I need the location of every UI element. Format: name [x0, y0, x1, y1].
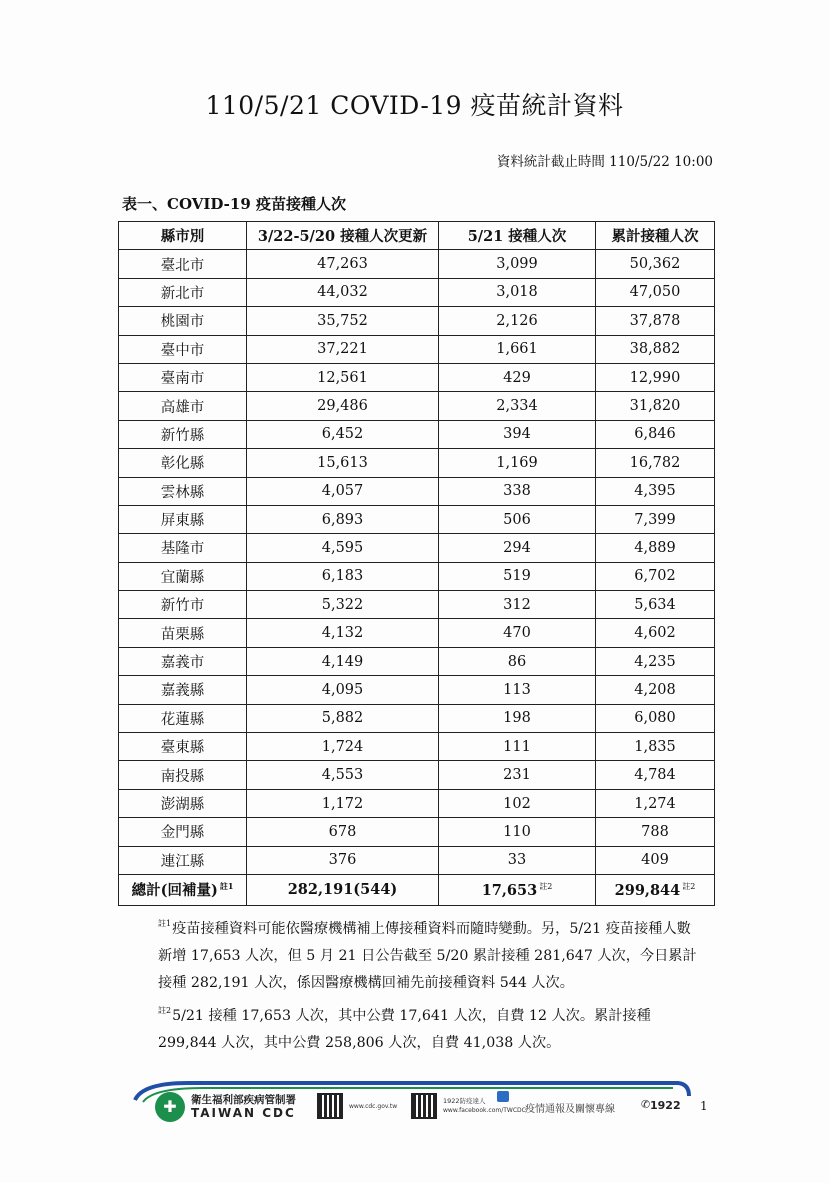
cumulative-count-cell: 6,080: [596, 704, 715, 732]
table-header-row: [119, 222, 715, 250]
data-cutoff-timestamp: 資料統計截止時間 110/5/22 10:00: [496, 154, 713, 170]
daily-count-cell: 86: [439, 647, 596, 675]
updated-count-cell: 678: [247, 818, 439, 846]
cumulative-count-cell: 409: [596, 846, 715, 874]
daily-count-cell: 506: [439, 505, 596, 533]
cumulative-count-cell: 6,846: [596, 420, 715, 448]
county-cell: 澎湖縣: [119, 789, 247, 817]
daily-count-cell: 1,661: [439, 335, 596, 363]
hotline-number: 1922: [650, 1099, 681, 1112]
footnote-1: [158, 910, 703, 997]
table-row: [119, 676, 715, 704]
daily-count-cell: 470: [439, 619, 596, 647]
table-row: [119, 761, 715, 789]
total-row: [119, 874, 715, 905]
daily-count-cell: 1,169: [439, 449, 596, 477]
cumulative-count-cell: 4,208: [596, 676, 715, 704]
footnote-1-text: 疫苗接種資料可能依醫療機構補上傳接種資料而隨時變動。另，5/21 疫苗接種人數新增 17,653 人次，但 5 月 21 日公告截至 5/20 累計接種 281,647 人次，今日累計接種 282,191 人次，係因醫療機構回補先前接種資料 544 人次。: [158, 921, 697, 991]
cumulative-count-cell: 1,274: [596, 789, 715, 817]
facebook-qr-icon: [411, 1093, 437, 1119]
daily-count-cell: 110: [439, 818, 596, 846]
updated-count-cell: 12,561: [247, 363, 439, 391]
updated-count-cell: 35,752: [247, 307, 439, 335]
updated-count-cell: 6,183: [247, 562, 439, 590]
header-county: 縣市別: [119, 222, 247, 250]
updated-count-cell: 1,724: [247, 733, 439, 761]
table-row: [119, 619, 715, 647]
updated-count-cell: 37,221: [247, 335, 439, 363]
county-cell: 嘉義縣: [119, 676, 247, 704]
county-cell: 苗栗縣: [119, 619, 247, 647]
county-cell: 新竹縣: [119, 420, 247, 448]
daily-count-cell: 198: [439, 704, 596, 732]
county-cell: 臺中市: [119, 335, 247, 363]
footnote-2-text: 5/21 接種 17,653 人次，其中公費 17,641 人次，自費 12 人次。累計接種 299,844 人次，其中公費 258,806 人次，自費 41,038 人次。: [158, 1008, 651, 1051]
table-row: [119, 250, 715, 278]
cumulative-count-cell: 4,395: [596, 477, 715, 505]
footnotes: [158, 910, 703, 1057]
county-cell: 嘉義市: [119, 647, 247, 675]
updated-count-cell: 6,452: [247, 420, 439, 448]
facebook-link[interactable]: www.facebook.com/TWCDC: [443, 1107, 526, 1114]
facebook-label: 1922防疫達人: [443, 1097, 486, 1105]
daily-count-cell: 33: [439, 846, 596, 874]
cumulative-count-cell: 1,835: [596, 733, 715, 761]
daily-count-cell: 2,334: [439, 392, 596, 420]
table-caption: 表一、COVID-19 疫苗接種人次: [122, 195, 347, 213]
table-row: [119, 505, 715, 533]
table-row: [119, 420, 715, 448]
county-cell: 臺東縣: [119, 733, 247, 761]
updated-count-cell: 4,095: [247, 676, 439, 704]
page-title: 110/5/21 COVID-19 疫苗統計資料: [205, 91, 624, 120]
total-daily-cell: [439, 874, 596, 905]
total-daily-count: 17,653: [481, 881, 538, 899]
header-daily-count: 5/21 接種人次: [439, 222, 596, 250]
county-cell: 宜蘭縣: [119, 562, 247, 590]
county-cell: 臺北市: [119, 250, 247, 278]
table-row: [119, 534, 715, 562]
daily-count-cell: 102: [439, 789, 596, 817]
cdc-logo-icon: ✚: [155, 1092, 185, 1122]
county-cell: 基隆市: [119, 534, 247, 562]
updated-count-cell: 44,032: [247, 278, 439, 306]
updated-count-cell: 4,149: [247, 647, 439, 675]
table-row: [119, 818, 715, 846]
cumulative-count-cell: 37,878: [596, 307, 715, 335]
updated-count-cell: 4,595: [247, 534, 439, 562]
updated-count-cell: 4,553: [247, 761, 439, 789]
like-icon: [497, 1091, 509, 1102]
total-label-note: 註1: [219, 881, 234, 892]
daily-count-cell: 429: [439, 363, 596, 391]
cdc-footer-banner: [133, 1078, 693, 1126]
daily-count-cell: 294: [439, 534, 596, 562]
county-cell: 屏東縣: [119, 505, 247, 533]
daily-count-cell: 111: [439, 733, 596, 761]
total-label-cell: [119, 874, 247, 905]
cumulative-count-cell: 12,990: [596, 363, 715, 391]
county-cell: 南投縣: [119, 761, 247, 789]
table-row: [119, 307, 715, 335]
updated-count-cell: 376: [247, 846, 439, 874]
header-updated-count: 3/22-5/20 接種人次更新: [247, 222, 439, 250]
county-cell: 花蓮縣: [119, 704, 247, 732]
table-row: [119, 789, 715, 817]
table-row: [119, 392, 715, 420]
cumulative-count-cell: 4,235: [596, 647, 715, 675]
table-row: [119, 704, 715, 732]
cumulative-count-cell: 7,399: [596, 505, 715, 533]
updated-count-cell: 5,322: [247, 591, 439, 619]
footnote-2-mark: 註2: [158, 1006, 172, 1015]
county-cell: 雲林縣: [119, 477, 247, 505]
updated-count-cell: 47,263: [247, 250, 439, 278]
cumulative-count-cell: 6,702: [596, 562, 715, 590]
total-cumulative-note: 註2: [682, 881, 696, 891]
county-cell: 彰化縣: [119, 449, 247, 477]
cumulative-count-cell: 16,782: [596, 449, 715, 477]
cumulative-count-cell: 5,634: [596, 591, 715, 619]
daily-count-cell: 2,126: [439, 307, 596, 335]
county-cell: 連江縣: [119, 846, 247, 874]
page-number: 1: [700, 1099, 708, 1113]
table-row: [119, 363, 715, 391]
daily-count-cell: 113: [439, 676, 596, 704]
table-row: [119, 562, 715, 590]
daily-count-cell: 338: [439, 477, 596, 505]
table-row: [119, 278, 715, 306]
updated-count-cell: 15,613: [247, 449, 439, 477]
total-daily-note: 註2: [539, 881, 553, 891]
updated-count-cell: 4,057: [247, 477, 439, 505]
updated-count-cell: 5,882: [247, 704, 439, 732]
cumulative-count-cell: 31,820: [596, 392, 715, 420]
cumulative-count-cell: 4,889: [596, 534, 715, 562]
daily-count-cell: 312: [439, 591, 596, 619]
cdc-org-name: 衛生福利部疾病管制署: [191, 1094, 296, 1106]
footnote-2: [158, 997, 703, 1057]
daily-count-cell: 394: [439, 420, 596, 448]
total-cumulative-count: 299,844: [614, 881, 681, 899]
updated-count-cell: 6,893: [247, 505, 439, 533]
updated-count-cell: 4,132: [247, 619, 439, 647]
cumulative-count-cell: 50,362: [596, 250, 715, 278]
table-row: [119, 477, 715, 505]
county-cell: 新北市: [119, 278, 247, 306]
updated-count-cell: 29,486: [247, 392, 439, 420]
table-row: [119, 449, 715, 477]
website-link[interactable]: www.cdc.gov.tw: [349, 1103, 398, 1110]
county-cell: 臺南市: [119, 363, 247, 391]
total-label: 總計(回補量): [131, 882, 218, 900]
vaccination-table: [118, 221, 715, 906]
daily-count-cell: 3,099: [439, 250, 596, 278]
phone-icon: ✆: [641, 1098, 651, 1111]
county-cell: 新竹市: [119, 591, 247, 619]
table-row: [119, 335, 715, 363]
table-row: [119, 846, 715, 874]
footnote-1-mark: 註1: [158, 919, 172, 928]
total-updated-count: 282,191(544): [247, 874, 439, 905]
daily-count-cell: 3,018: [439, 278, 596, 306]
daily-count-cell: 231: [439, 761, 596, 789]
table-row: [119, 647, 715, 675]
cumulative-count-cell: 4,784: [596, 761, 715, 789]
cumulative-count-cell: 788: [596, 818, 715, 846]
hotline-label: 疫情通報及關懷專線: [525, 1104, 615, 1115]
cdc-org-english: TAIWAN CDC: [191, 1106, 296, 1120]
website-qr-icon: [317, 1093, 343, 1119]
table-row: [119, 733, 715, 761]
cumulative-count-cell: 38,882: [596, 335, 715, 363]
cumulative-count-cell: 47,050: [596, 278, 715, 306]
daily-count-cell: 519: [439, 562, 596, 590]
county-cell: 金門縣: [119, 818, 247, 846]
total-cumulative-cell: [596, 874, 715, 905]
county-cell: 高雄市: [119, 392, 247, 420]
cumulative-count-cell: 4,602: [596, 619, 715, 647]
county-cell: 桃園市: [119, 307, 247, 335]
updated-count-cell: 1,172: [247, 789, 439, 817]
table-row: [119, 591, 715, 619]
header-cumulative-count: 累計接種人次: [596, 222, 715, 250]
